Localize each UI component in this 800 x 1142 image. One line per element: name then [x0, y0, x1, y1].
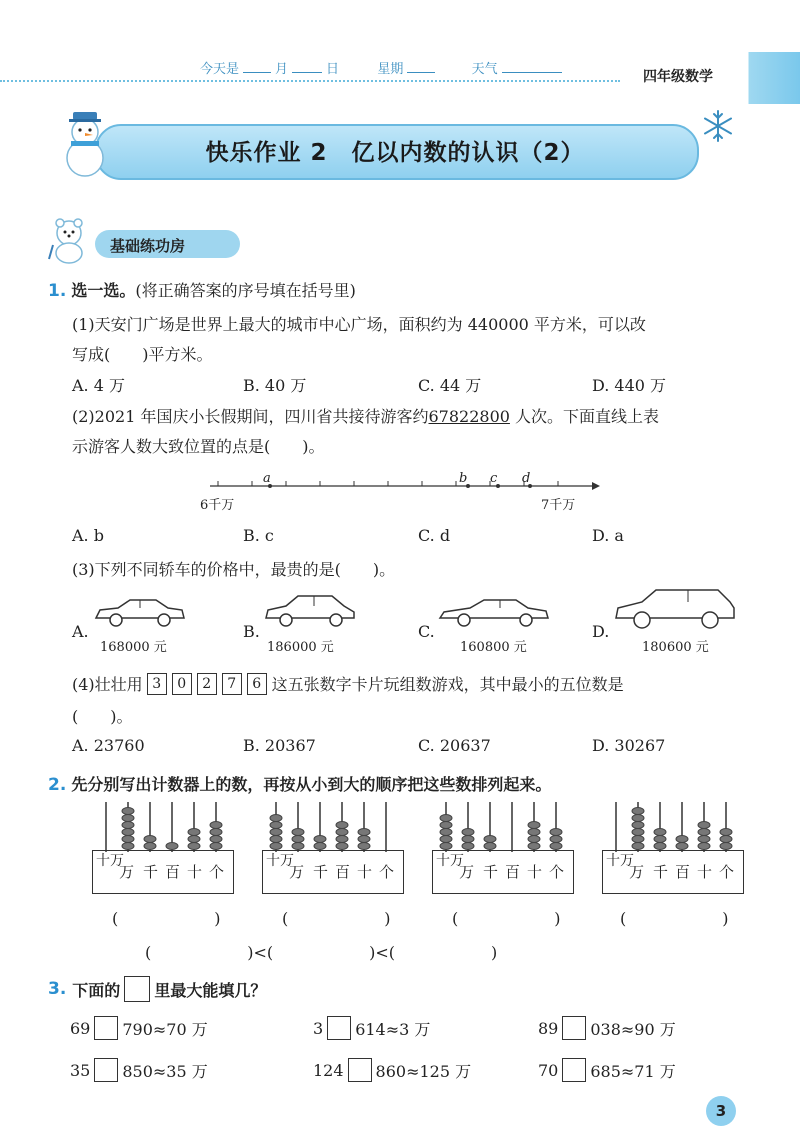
q3-item-pre: 3 — [313, 1018, 324, 1038]
q3-item-6 — [538, 1058, 676, 1082]
header-dotted-line — [0, 80, 620, 82]
place-ten-thousand: 万 — [459, 863, 475, 881]
abacus-beads-2 — [262, 800, 402, 852]
digit-card: 6 — [247, 673, 267, 695]
q3-heading — [48, 976, 266, 1002]
q1-s1-option-b[interactable]: B. 40 万 — [243, 376, 307, 395]
place-one: 个 — [379, 863, 395, 881]
q1-s4-option-a[interactable]: A. 23760 — [72, 736, 145, 755]
place-ten: 十 — [357, 863, 373, 881]
today-label: 今天是 — [200, 62, 240, 77]
q1-s1-line1: (1)天安门广场是世界上最大的城市中心广场，面积约为 440000 平方米，可以改 — [72, 315, 646, 334]
q3-item-2 — [313, 1016, 430, 1040]
q3-answer-box[interactable] — [562, 1016, 586, 1040]
sedan-car-icon — [92, 592, 188, 632]
place-one: 个 — [719, 863, 735, 881]
place-hundred-thousand: 十万 — [436, 853, 464, 869]
digit-card: 3 — [147, 673, 167, 695]
car-c-letter[interactable]: C. — [418, 622, 435, 641]
q3-item-post: 038≈90 万 — [590, 1019, 676, 1039]
q1-s2-line2: 示游客人数大致位置的点是( )。 — [72, 437, 325, 456]
q3-item-post: 790≈70 万 — [122, 1019, 208, 1039]
q3-item-post: 860≈125 万 — [375, 1061, 472, 1081]
q1-s4-line2: ( )。 — [72, 707, 133, 726]
q1-s2-option-d[interactable]: D. a — [592, 526, 624, 545]
q2-title: 先分别写出计数器上的数，再按从小到大的顺序把这些数排列起来。 — [71, 775, 552, 794]
q3-title-post: 里最大能填几？ — [154, 980, 267, 1000]
q3-item-post: 850≈35 万 — [122, 1061, 208, 1081]
q3-number: 3. — [48, 979, 67, 999]
abacus-beads-3 — [432, 800, 572, 852]
q1-s2-line1-a: (2)2021 年国庆小长假期间，四川省共接待游客约 — [72, 407, 429, 426]
weekday-label: 星期 — [377, 62, 404, 77]
q1-s2-option-c[interactable]: C. d — [418, 526, 451, 545]
place-ten: 十 — [697, 863, 713, 881]
weather-label: 天气 — [471, 62, 498, 77]
q1-s2-line1 — [72, 404, 659, 427]
q1-s2-option-b[interactable]: B. c — [243, 526, 274, 545]
snowflake-icon — [700, 108, 736, 144]
month-label: 月 — [275, 62, 289, 77]
q1-s1-option-d[interactable]: D. 440 万 — [592, 376, 667, 395]
car-d-price: 180600 元 — [642, 640, 709, 655]
page-title: 快乐作业 2 亿以内数的认识（2） — [205, 140, 585, 166]
section-title: 基础练功房 — [110, 237, 186, 255]
month-blank[interactable] — [243, 72, 271, 73]
abacus-beads-4 — [602, 800, 742, 852]
abacus-beads-1 — [92, 800, 232, 852]
grade-label: 四年级数学 — [643, 69, 713, 85]
q1-hint: (将正确答案的序号填在括号里) — [135, 281, 356, 300]
q3-item-1 — [70, 1016, 208, 1040]
car-d-letter[interactable]: D. — [592, 622, 610, 641]
q1-number: 1. — [48, 281, 67, 301]
q1-s3-line: (3)下列不同轿车的价格中，最贵的是( )。 — [72, 560, 396, 579]
q1-s1-option-c[interactable]: C. 44 万 — [418, 376, 482, 395]
day-blank[interactable] — [292, 72, 322, 73]
snowman-icon — [55, 108, 115, 178]
date-weather-fields — [200, 58, 566, 77]
abacus-answer-1[interactable]: ( ) — [112, 909, 221, 928]
place-ten-thousand: 万 — [629, 863, 645, 881]
point-d-label: d — [522, 471, 531, 486]
q1-heading — [48, 278, 356, 301]
place-one: 个 — [209, 863, 225, 881]
q1-s4-line1 — [72, 672, 624, 695]
place-hundred-thousand: 十万 — [606, 853, 634, 869]
q3-item-pre: 124 — [313, 1060, 344, 1080]
q3-item-4 — [70, 1058, 208, 1082]
abacus-answer-3[interactable]: ( ) — [452, 909, 561, 928]
q3-answer-box[interactable] — [94, 1058, 118, 1082]
place-ten-thousand: 万 — [119, 863, 135, 881]
place-hundred: 百 — [675, 863, 691, 881]
abacus-frame-1 — [92, 850, 234, 894]
abacus-answer-4[interactable]: ( ) — [620, 909, 729, 928]
q1-s2-option-a[interactable]: A. b — [72, 526, 104, 545]
car-a-letter[interactable]: A. — [72, 622, 89, 641]
q3-item-post: 685≈71 万 — [590, 1061, 676, 1081]
place-hundred: 百 — [165, 863, 181, 881]
q3-answer-box[interactable] — [327, 1016, 351, 1040]
q1-s1-line2: 写成( )平方米。 — [72, 345, 213, 364]
point-b-label: b — [459, 471, 468, 486]
q1-s2-line1-b: 人次。下面直线上表 — [509, 407, 660, 426]
q3-answer-box[interactable] — [348, 1058, 372, 1082]
q2-number: 2. — [48, 775, 67, 795]
order-line[interactable]: ( )<( )<( ) — [145, 943, 498, 962]
suv-car-icon — [612, 586, 738, 632]
place-hundred-thousand: 十万 — [266, 853, 294, 869]
page-number: 3 — [706, 1096, 736, 1126]
q3-item-3 — [538, 1016, 676, 1040]
q1-s1-option-a[interactable]: A. 4 万 — [72, 376, 125, 395]
day-label: 日 — [326, 62, 340, 77]
place-hundred-thousand: 十万 — [96, 853, 124, 869]
square-icon — [124, 976, 150, 1002]
place-hundred: 百 — [335, 863, 351, 881]
car-b-letter[interactable]: B. — [243, 622, 260, 641]
digit-card: 0 — [172, 673, 192, 695]
q1-s4-post: 这五张数字卡片玩组数游戏，其中最小的五位数是 — [271, 675, 624, 694]
hatchback-car-icon — [262, 590, 358, 632]
q1-s4-option-d[interactable]: D. 30267 — [592, 736, 666, 755]
q1-s4-option-c[interactable]: C. 20637 — [418, 736, 491, 755]
weekday-blank[interactable] — [407, 72, 435, 73]
numberline-right-label: 7千万 — [541, 498, 576, 513]
place-one: 个 — [549, 863, 565, 881]
point-a-label: a — [263, 471, 271, 486]
point-c-label: c — [490, 471, 498, 486]
long-sedan-car-icon — [436, 594, 552, 632]
place-thousand: 千 — [313, 863, 329, 881]
abacus-frame-3 — [432, 850, 574, 894]
q2-heading — [48, 772, 551, 795]
polar-bear-icon — [45, 215, 93, 265]
weather-blank[interactable] — [502, 72, 562, 73]
q1-s4-option-b[interactable]: B. 20367 — [243, 736, 316, 755]
q1-title: 选一选。 — [71, 281, 136, 300]
place-thousand: 千 — [483, 863, 499, 881]
car-b-price: 186000 元 — [267, 640, 334, 655]
place-ten: 十 — [527, 863, 543, 881]
abacus-frame-2 — [262, 850, 404, 894]
place-thousand: 千 — [143, 863, 159, 881]
number-line — [200, 470, 600, 515]
digit-card: 7 — [222, 673, 242, 695]
q1-s2-number: 67822800 — [428, 407, 510, 426]
q3-answer-box[interactable] — [562, 1058, 586, 1082]
car-a-price: 168000 元 — [100, 640, 167, 655]
place-hundred: 百 — [505, 863, 521, 881]
q3-item-post: 614≈3 万 — [355, 1019, 431, 1039]
q3-item-pre: 35 — [70, 1060, 91, 1080]
car-c-price: 160800 元 — [460, 640, 527, 655]
place-ten: 十 — [187, 863, 203, 881]
q3-item-pre: 89 — [538, 1018, 559, 1038]
q3-title-pre: 下面的 — [72, 980, 121, 1000]
place-thousand: 千 — [653, 863, 669, 881]
place-ten-thousand: 万 — [289, 863, 305, 881]
q3-item-pre: 69 — [70, 1018, 91, 1038]
numberline-left-label: 6千万 — [200, 498, 235, 513]
q3-answer-box[interactable] — [94, 1016, 118, 1040]
abacus-answer-2[interactable]: ( ) — [282, 909, 391, 928]
q3-item-pre: 70 — [538, 1060, 559, 1080]
digit-card: 2 — [197, 673, 217, 695]
q1-s4-pre: (4)壮壮用 — [72, 675, 143, 694]
q3-item-5 — [313, 1058, 471, 1082]
abacus-frame-4 — [602, 850, 744, 894]
